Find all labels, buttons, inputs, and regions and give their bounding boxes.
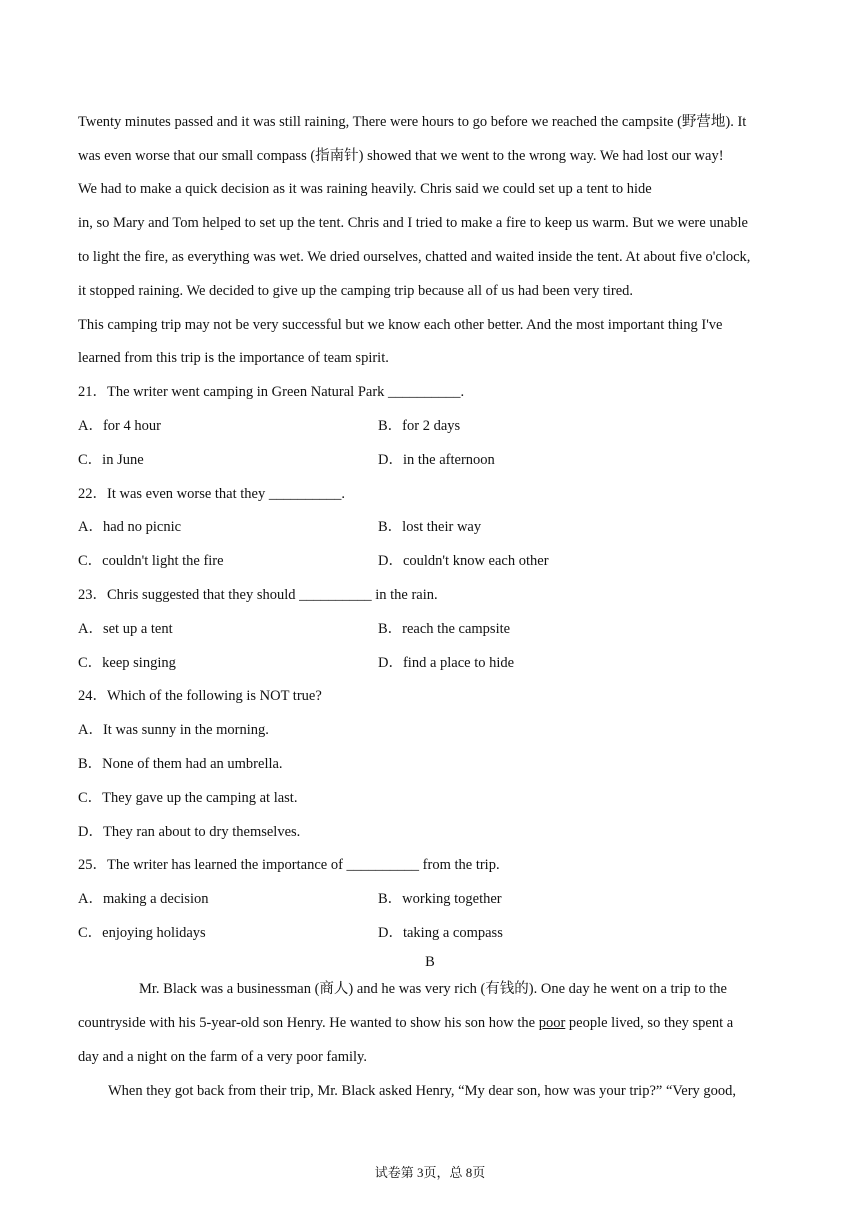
question-stem: 24．Which of the following is NOT true? — [78, 688, 322, 704]
option-b: B．reach the campsite — [378, 621, 511, 637]
option-b: B．lost their way — [378, 519, 482, 535]
option-b: B．for 2 days — [378, 418, 461, 434]
option-d: D．taking a compass — [378, 925, 503, 941]
underlined-word: poor — [538, 1015, 566, 1031]
option-a: A．had no picnic — [78, 519, 182, 535]
passage-a-line: Twenty minutes passed and it was still raining, There were hours to go before we reached the campsite (野营地). It — [78, 114, 747, 130]
option-b: B．working together — [378, 891, 502, 907]
option-c: C．keep singing — [78, 655, 176, 671]
passage-b-heading: B — [425, 954, 435, 970]
text-run: countryside with his 5-year-old son Henry. He wanted to show his son how the — [78, 1015, 539, 1031]
passage-a-line: was even worse that our small compass (指南针) showed that we went to the wrong way. We had lost our way! — [78, 148, 724, 164]
passage-a-line: to light the fire, as everything was wet. We dried ourselves, chatted and waited inside the tent. At about five o'clock, — [78, 249, 751, 265]
option-d: D．find a place to hide — [378, 655, 515, 671]
option-c: C．couldn't light the fire — [78, 553, 224, 569]
passage-a-line: it stopped raining. We decided to give up the camping trip because all of us had been very tired. — [78, 283, 634, 299]
passage-a-line: This camping trip may not be very successful but we know each other better. And the most important thing I've — [78, 317, 723, 333]
question-stem: 21．The writer went camping in Green Natural Park __________. — [78, 384, 465, 400]
option-a: A．set up a tent — [78, 621, 173, 637]
question-stem: 23．Chris suggested that they should __________ in the rain. — [78, 587, 438, 603]
passage-b-line: Mr. Black was a businessman (商人) and he was very rich (有钱的). One day he went on a trip to the — [139, 981, 727, 997]
passage-b-line: day and a night on the farm of a very poor family. — [78, 1049, 367, 1065]
passage-a-line: We had to make a quick decision as it was raining heavily. Chris said we could set up a tent to hide — [78, 181, 652, 197]
option-b: B．None of them had an umbrella. — [78, 756, 283, 772]
option-d: D．They ran about to dry themselves. — [78, 824, 301, 840]
option-a: A．for 4 hour — [78, 418, 161, 434]
question-stem: 22．It was even worse that they __________. — [78, 486, 345, 502]
option-d: D．couldn't know each other — [378, 553, 549, 569]
question-stem: 25．The writer has learned the importance of __________ from the trip. — [78, 857, 500, 873]
option-d: D．in the afternoon — [378, 452, 495, 468]
option-a: A．making a decision — [78, 891, 209, 907]
text-run: people lived, so they spent a — [565, 1015, 734, 1031]
passage-a-line: in, so Mary and Tom helped to set up the tent. Chris and I tried to make a fire to keep us warm. But we were unable — [78, 215, 748, 231]
option-c: C．in June — [78, 452, 144, 468]
passage-b-line: When they got back from their trip, Mr. Black asked Henry, “My dear son, how was your trip?” “Very good, — [108, 1083, 737, 1099]
option-a: A．It was sunny in the morning. — [78, 722, 269, 738]
passage-a-line: learned from this trip is the importance of team spirit. — [78, 350, 389, 366]
page-footer: 试卷第 3页，总 8页 — [374, 1165, 486, 1180]
passage-b-line — [78, 1013, 733, 1033]
option-c: C．They gave up the camping at last. — [78, 790, 298, 806]
option-c: C．enjoying holidays — [78, 925, 206, 941]
